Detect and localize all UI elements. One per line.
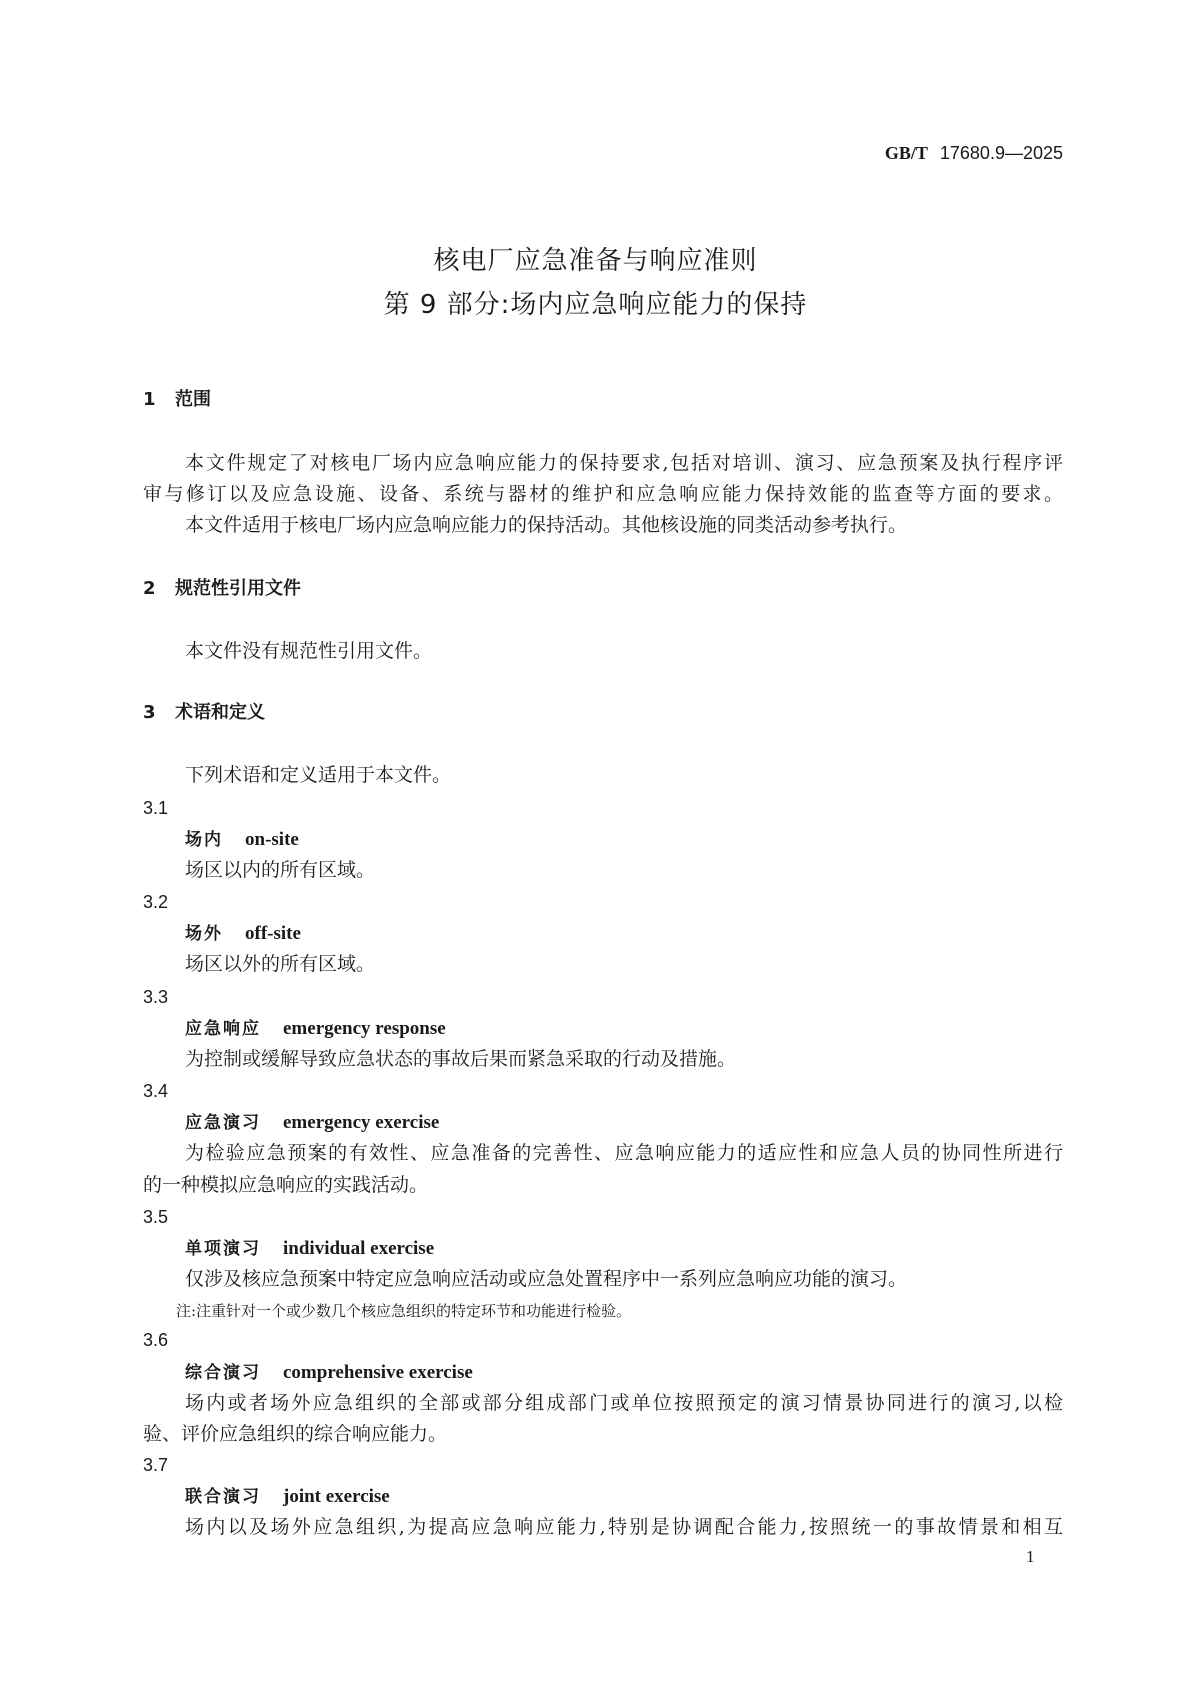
term-title: [185, 1484, 1063, 1509]
term-en: individual exercise: [283, 1238, 435, 1259]
term-definition: 场区以外的所有区域。: [185, 953, 376, 975]
section-heading-1: [143, 388, 1063, 412]
term-title: [185, 1016, 1063, 1041]
section-heading-2: [143, 577, 1063, 601]
term-zh: 场内: [185, 830, 223, 850]
section-number: 3: [143, 702, 156, 723]
term-title: [185, 1360, 1063, 1385]
term-en: joint exercise: [283, 1486, 390, 1507]
term-title: [185, 1236, 1063, 1261]
section-number: 2: [143, 578, 156, 599]
term-zh: 应急演习: [185, 1113, 261, 1133]
term-en: emergency response: [283, 1018, 446, 1039]
term-number: 3.1: [143, 798, 169, 818]
paragraph: 本文件规定了对核电厂场内应急响应能力的保持要求,包括对培训、演习、应急预案及执行程序评: [185, 452, 1063, 474]
term-definition: 场区以内的所有区域。: [185, 859, 376, 881]
paragraph: 下列术语和定义适用于本文件。: [185, 764, 452, 786]
paragraph: 本文件适用于核电厂场内应急响应能力的保持活动。其他核设施的同类活动参考执行。: [185, 514, 908, 536]
section-title: 范围: [175, 389, 211, 410]
term-zh: 综合演习: [185, 1363, 261, 1383]
paragraph: 审与修订以及应急设施、设备、系统与器材的维护和应急响应能力保持效能的监查等方面的要求。: [143, 483, 1063, 505]
page-number: 1: [1026, 1547, 1035, 1566]
term-number: 3.6: [143, 1330, 169, 1350]
term-definition: 为控制或缓解导致应急状态的事故后果而紧急采取的行动及措施。: [185, 1048, 737, 1070]
term-definition: 的一种模拟应急响应的实践活动。: [143, 1174, 429, 1196]
section-title: 术语和定义: [175, 702, 265, 723]
term-definition: 验、评价应急组织的综合响应能力。: [143, 1423, 448, 1445]
term-note: 注:注重针对一个或少数几个核应急组织的特定环节和功能进行检验。: [176, 1302, 632, 1320]
term-en: off-site: [245, 923, 301, 944]
paragraph: 本文件没有规范性引用文件。: [185, 640, 433, 662]
term-en: on-site: [245, 829, 299, 850]
term-en: comprehensive exercise: [283, 1362, 473, 1383]
term-zh: 联合演习: [185, 1487, 261, 1507]
section-title: 规范性引用文件: [175, 578, 301, 599]
standard-number: [885, 143, 1063, 164]
term-zh: 场外: [185, 924, 223, 944]
document-title: 核电厂应急准备与响应准则: [433, 246, 758, 276]
term-number: 3.3: [143, 987, 169, 1007]
std-prefix: GB/T: [884, 143, 928, 163]
term-number: 3.7: [143, 1455, 169, 1475]
term-number: 3.4: [143, 1081, 169, 1101]
term-number: 3.2: [143, 892, 169, 912]
section-heading-3: [143, 701, 1063, 725]
term-definition: 场内以及场外应急组织,为提高应急响应能力,特别是协调配合能力,按照统一的事故情景和相互: [185, 1516, 1063, 1538]
section-number: 1: [143, 389, 156, 410]
term-zh: 应急响应: [185, 1019, 261, 1039]
document-subtitle: 第 9 部分:场内应急响应能力的保持: [383, 290, 808, 320]
term-zh: 单项演习: [185, 1239, 261, 1259]
term-definition: 为检验应急预案的有效性、应急准备的完善性、应急响应能力的适应性和应急人员的协同性所进行: [185, 1142, 1063, 1164]
std-number: 17680.9—2025: [939, 143, 1063, 163]
term-definition: 仅涉及核应急预案中特定应急响应活动或应急处置程序中一系列应急响应功能的演习。: [185, 1268, 908, 1290]
term-title: [185, 827, 1063, 852]
term-definition: 场内或者场外应急组织的全部或部分组成部门或单位按照预定的演习情景协同进行的演习,以检: [185, 1392, 1063, 1414]
term-title: [185, 1110, 1063, 1135]
term-number: 3.5: [143, 1207, 169, 1227]
term-en: emergency exercise: [283, 1112, 440, 1133]
term-title: [185, 921, 1063, 946]
